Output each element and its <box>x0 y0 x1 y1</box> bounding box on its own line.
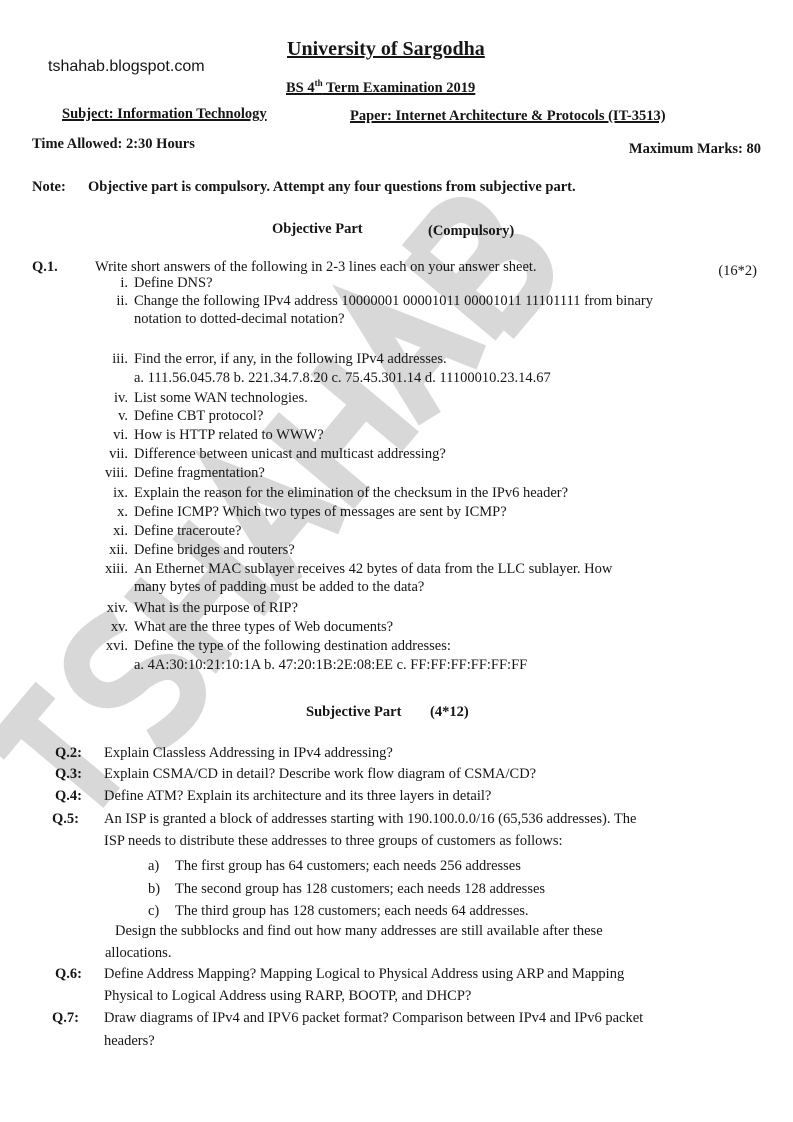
item-text: Difference between unicast and multicast addressing? <box>134 446 446 462</box>
sub-item-letter: a) <box>148 858 160 874</box>
subjective-title: Subjective Part <box>306 704 402 720</box>
exam-title <box>286 80 475 96</box>
exam-post: Term Examination 2019 <box>322 80 476 96</box>
item-number: v. <box>118 408 128 424</box>
item-number: xv. <box>110 619 128 635</box>
item-number: vi. <box>113 427 128 443</box>
item-number: x. <box>117 504 128 520</box>
item-text: Define DNS? <box>134 275 213 291</box>
sub-item-text: The third group has 128 customers; each needs 64 addresses. <box>175 903 529 919</box>
sub-item-letter: c) <box>148 903 160 919</box>
note-text: Objective part is compulsory. Attempt any four questions from subjective part. <box>88 179 576 195</box>
item-number: xi. <box>113 523 128 539</box>
item-text: Define the type of the following destination addresses: <box>134 638 451 654</box>
question-text-cont: allocations. <box>105 945 172 961</box>
question-text: Define Address Mapping? Mapping Logical to Physical Address using ARP and Mapping <box>104 966 625 982</box>
subject: Subject: Information Technology <box>62 106 267 122</box>
item-text-cont: notation to dotted-decimal notation? <box>134 311 345 327</box>
subjective-tag: (4*12) <box>430 704 469 720</box>
item-number: i. <box>120 275 128 291</box>
question-number: Q.6: <box>55 966 82 982</box>
question-text: Explain Classless Addressing in IPv4 addressing? <box>104 745 393 761</box>
question-text: Draw diagrams of IPv4 and IPV6 packet format? Comparison between IPv4 and IPv6 packet <box>104 1010 644 1026</box>
item-text: Define ICMP? Which two types of messages are sent by ICMP? <box>134 504 507 520</box>
question-text-cont: Design the subblocks and find out how many addresses are still available after these <box>115 923 603 939</box>
question-text-cont: headers? <box>104 1033 155 1049</box>
item-number: xiii. <box>105 561 128 577</box>
question-number: Q.3: <box>55 766 82 782</box>
item-text: Explain the reason for the elimination of the checksum in the IPv6 header? <box>134 485 569 501</box>
objective-tag: (Compulsory) <box>428 223 515 239</box>
item-text: Define bridges and routers? <box>134 542 295 558</box>
sub-item-letter: b) <box>148 881 161 897</box>
item-number: iv. <box>114 390 128 406</box>
item-text: Define fragmentation? <box>134 465 265 481</box>
item-text: How is HTTP related to WWW? <box>134 427 324 443</box>
item-text: Find the error, if any, in the following IPv4 addresses. <box>134 351 447 367</box>
item-text-cont: a. 111.56.045.78 b. 221.34.7.8.20 c. 75.45.301.14 d. 11100010.23.14.67 <box>134 370 551 386</box>
item-text: Change the following IPv4 address 10000001 00001011 00001011 11101111 from binary <box>134 293 653 309</box>
question-text-cont: Physical to Logical Address using RARP, BOOTP, and DHCP? <box>104 988 472 1004</box>
item-number: xii. <box>109 542 128 558</box>
q1-marks: (16*2) <box>718 263 757 279</box>
item-text: Define CBT protocol? <box>134 408 264 424</box>
maximum-marks: Maximum Marks: 80 <box>628 141 761 157</box>
item-text-cont: a. 4A:30:10:21:10:1A b. 47:20:1B:2E:08:EE c. FF:FF:FF:FF:FF:FF <box>134 657 528 673</box>
item-text: List some WAN technologies. <box>134 390 308 406</box>
item-number: viii. <box>105 465 128 481</box>
question-number: Q.5: <box>52 811 79 827</box>
item-number: xiv. <box>106 600 128 616</box>
objective-title: Objective Part <box>272 221 363 237</box>
question-text: Explain CSMA/CD in detail? Describe work flow diagram of CSMA/CD? <box>104 766 537 782</box>
time-allowed: Time Allowed: 2:30 Hours <box>32 136 195 152</box>
question-text: Define ATM? Explain its architecture and its three layers in detail? <box>104 788 492 804</box>
question-number: Q.4: <box>55 788 82 804</box>
sub-item-text: The first group has 64 customers; each needs 256 addresses <box>175 858 521 874</box>
item-text: Define traceroute? <box>134 523 242 539</box>
q1-label: Q.1. <box>32 259 58 275</box>
item-number: xvi. <box>105 638 128 654</box>
note-label: Note: <box>32 179 66 195</box>
sub-item-text: The second group has 128 customers; each needs 128 addresses <box>175 881 546 897</box>
q1-text: Write short answers of the following in 2-3 lines each on your answer sheet. <box>95 259 537 275</box>
item-text-cont: many bytes of padding must be added to the data? <box>134 579 425 595</box>
question-text: An ISP is granted a block of addresses starting with 190.100.0.0/16 (65,536 addresses). The <box>104 811 637 827</box>
question-number: Q.2: <box>55 745 82 761</box>
blog-url: tshahab.blogspot.com <box>48 58 205 75</box>
exam-sup: th <box>314 78 323 89</box>
item-number: ii. <box>116 293 128 309</box>
question-text-cont: ISP needs to distribute these addresses to three groups of customers as follows: <box>104 833 563 849</box>
item-text: What is the purpose of RIP? <box>134 600 298 616</box>
item-number: ix. <box>113 485 128 501</box>
university-title: University of Sargodha <box>287 38 485 60</box>
exam-pre: BS 4 <box>286 80 315 96</box>
question-number: Q.7: <box>52 1010 79 1026</box>
item-text: An Ethernet MAC sublayer receives 42 bytes of data from the LLC sublayer. How <box>134 561 613 577</box>
item-number: iii. <box>112 351 128 367</box>
paper: Paper: Internet Architecture & Protocols (IT-3513) <box>350 108 666 124</box>
item-text: What are the three types of Web documents? <box>134 619 394 635</box>
item-number: vii. <box>109 446 128 462</box>
